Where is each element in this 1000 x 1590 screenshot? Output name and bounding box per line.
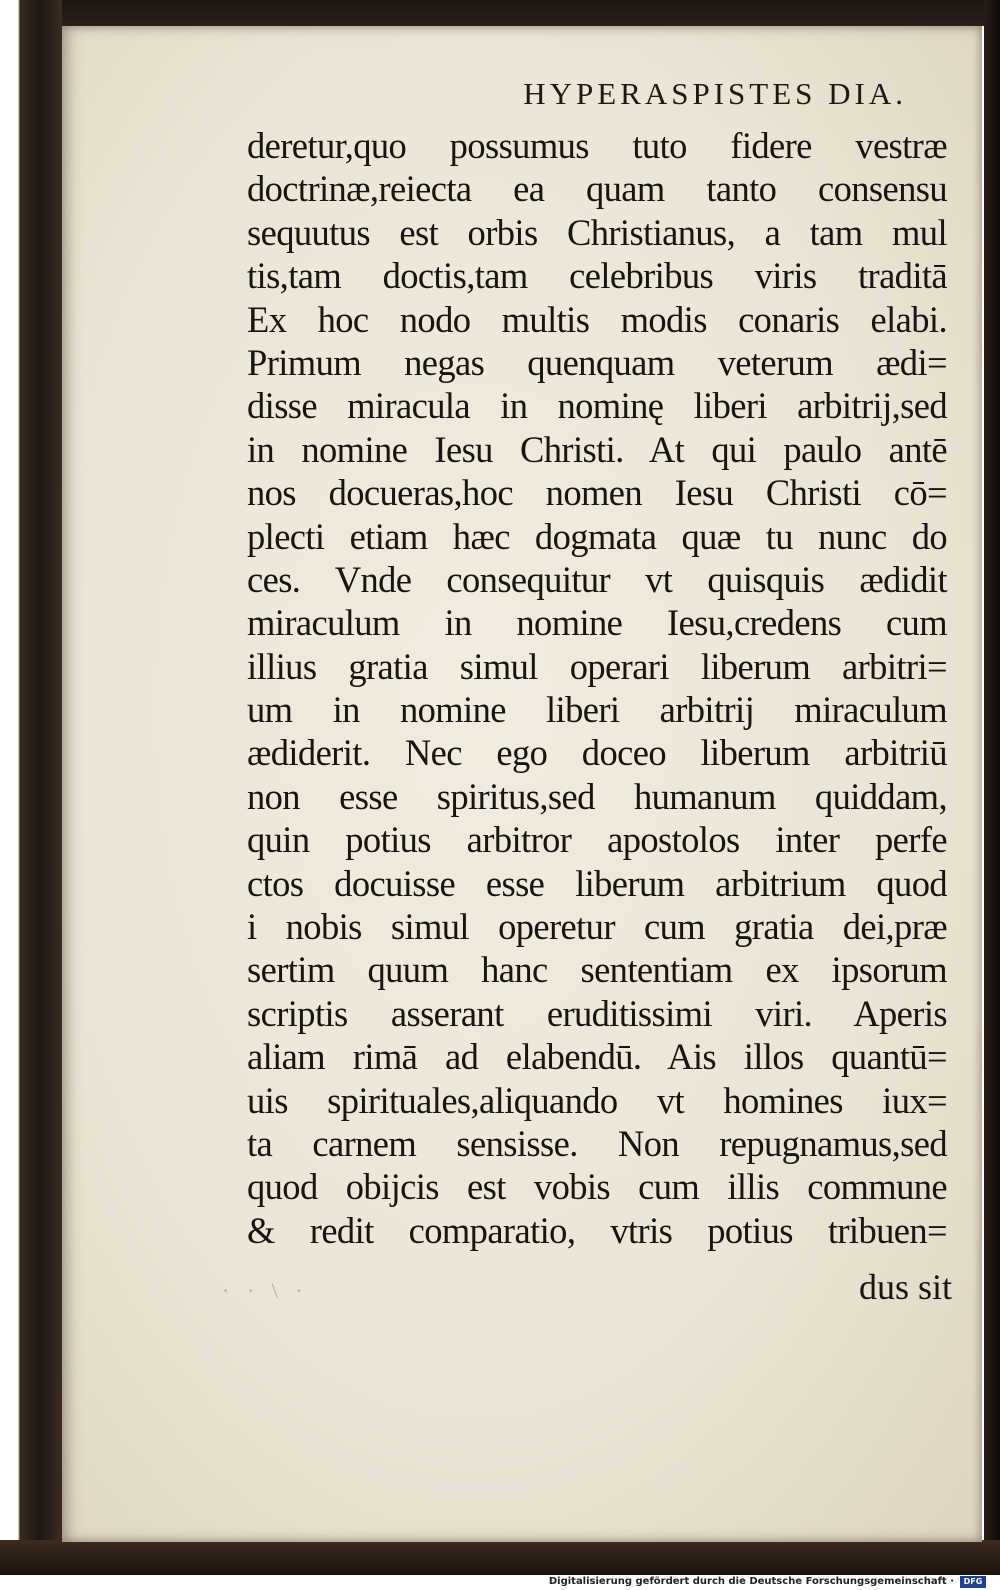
scan-edge-left [0, 0, 62, 1575]
text-line: tis,tam doctis,tam celebribus viris traditā [247, 255, 947, 297]
text-line: sertim quum hanc sententiam ex ipsorum [247, 949, 947, 991]
text-line: quin potius arbitror apostolos inter perfe [247, 819, 947, 861]
text-line: Ex hoc nodo multis modis conaris elabi. [247, 298, 947, 340]
text-line: disse miracula in nominę liberi arbitrij,sed [247, 385, 947, 427]
text-line: doctrinæ,reiecta ea quam tanto consensu [247, 168, 947, 210]
text-line: non esse spiritus,sed humanum quiddam, [247, 775, 947, 817]
scan-edge-bottom [0, 1540, 1000, 1575]
book-page [62, 26, 982, 1542]
text-line: ta carnem sensisse. Non repugnamus,sed [247, 1122, 947, 1164]
text-line: illius gratia simul operari liberum arbitri= [247, 645, 947, 687]
text-line: plecti etiam hæc dogmata quæ tu nunc do [247, 515, 947, 557]
dfg-logo: DFG [960, 1576, 986, 1588]
catchword: dus sit [858, 1267, 952, 1307]
scan-edge-right [984, 0, 1000, 1575]
text-line: & redit comparatio, vtris potius tribuen= [247, 1209, 947, 1251]
show-through-marks: · · \ · [222, 1278, 309, 1303]
text-line: quod obijcis est vobis cum illis commune [247, 1166, 947, 1208]
text-line: Primum negas quenquam veterum ædi= [247, 341, 947, 383]
text-line: miraculum in nomine Iesu,credens cum [247, 602, 947, 644]
text-line: in nomine Iesu Christi. At qui paulo antē [247, 428, 947, 470]
text-line: ces. Vnde consequitur vt quisquis ædidit [247, 558, 947, 600]
text-line: nos docueras,hoc nomen Iesu Christi cō= [247, 472, 947, 514]
running-head: HYPERASPISTES DIA. [523, 76, 907, 111]
text-line: aliam rimā ad elabendū. Ais illos quantū= [247, 1036, 947, 1078]
text-line: ædiderit. Nec ego doceo liberum arbitriū [247, 732, 947, 774]
scan-edge-top [0, 0, 1000, 26]
text-line: um in nomine liberi arbitrij miraculum [247, 689, 947, 731]
text-line: deretur,quo possumus tuto fidere vestræ [247, 125, 947, 166]
text-line: scriptis asserant eruditissimi viri. Aperis [247, 992, 947, 1034]
footer-credit: Digitalisierung gefördert durch die Deutsche Forschungsgemeinschaft · [548, 1576, 954, 1587]
body-text [247, 124, 947, 1252]
text-line: uis spirituales,aliquando vt homines iux= [247, 1079, 947, 1121]
text-line: sequutus est orbis Christianus, a tam mul [247, 211, 947, 253]
text-line: i nobis simul operetur cum gratia dei,præ [247, 906, 947, 948]
text-line: ctos docuisse esse liberum arbitrium quod [247, 862, 947, 904]
